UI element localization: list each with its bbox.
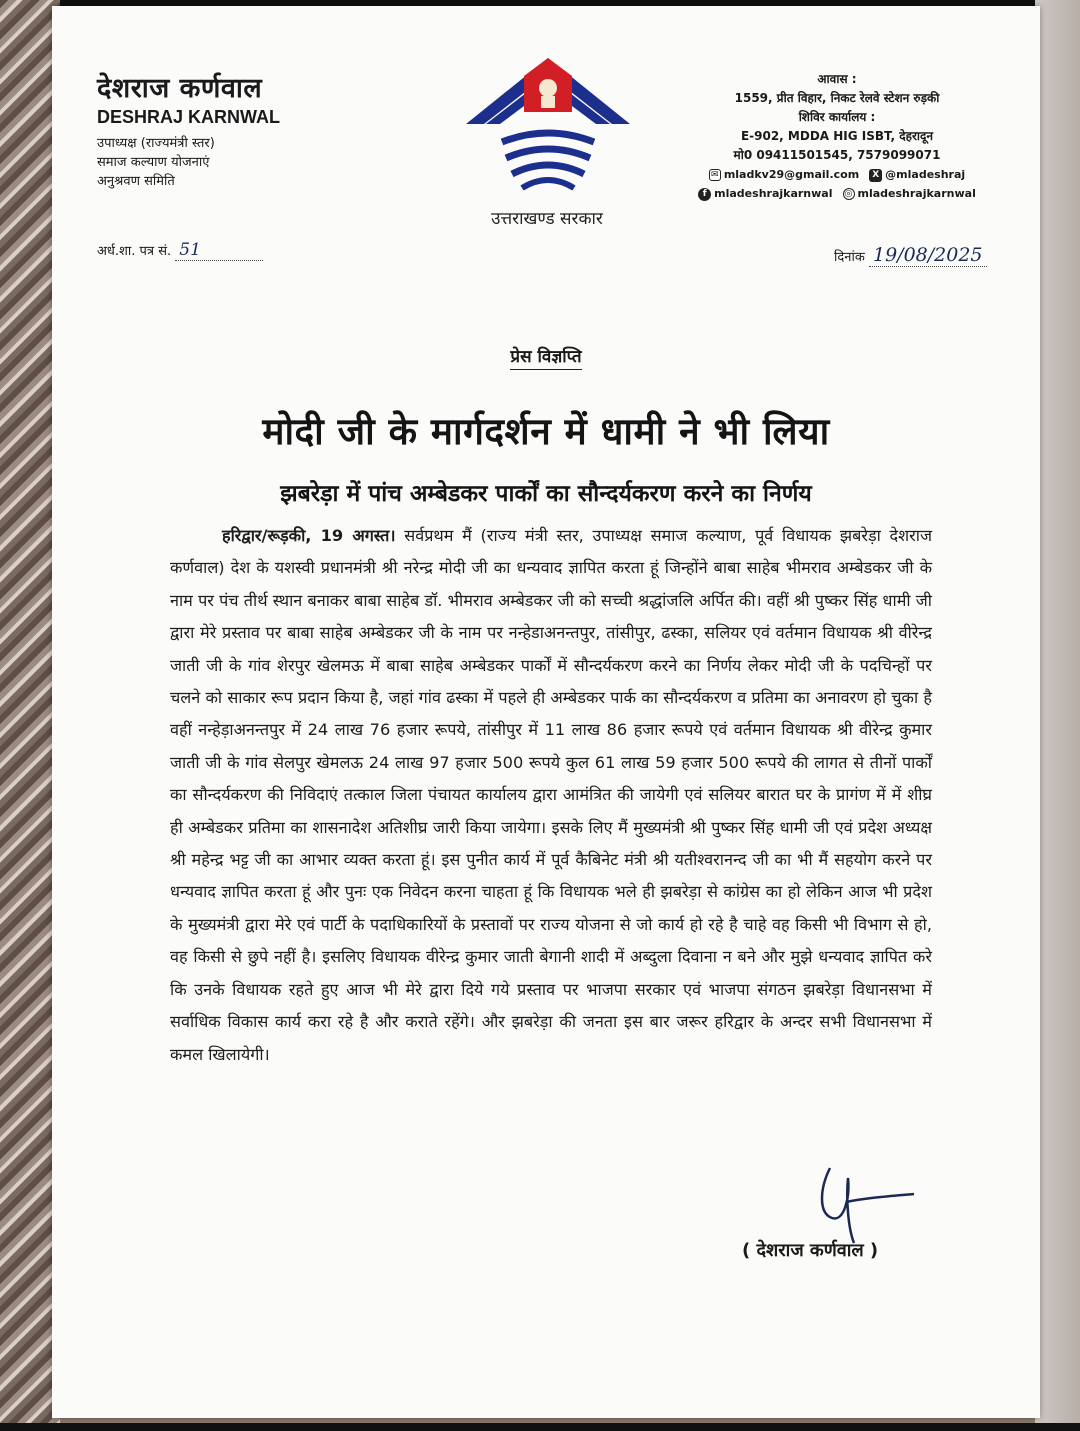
facebook-handle: mladeshrajkarnwal [714,187,833,200]
residence-address: 1559, प्रीत विहार, निकट रेलवे स्टेशन रुड़की [734,91,940,105]
date-label: दिनांक [834,250,865,265]
role-line: उपाध्यक्ष (राज्यमंत्री स्तर) [97,136,215,151]
letter-number [97,240,263,261]
camp-office-label: शिविर कार्यालय : [798,110,876,124]
mobile-numbers: मो0 09411501545, 7579099071 [733,148,941,162]
press-release-body [170,520,932,1071]
name-hindi: देशराज कर्णवाल [97,73,263,104]
residence-label: आवास : [817,72,857,86]
contact-row-1 [682,165,992,184]
x-icon: X [869,169,882,182]
instagram-icon: ◎ [843,188,855,200]
letter-page [52,6,1040,1418]
background-right [1035,0,1080,1431]
designation [97,134,280,191]
x-handle: @mladeshraj [885,168,966,181]
body-text: सर्वप्रथम मैं (राज्य मंत्री स्तर, उपाध्यक्ष समाज कल्याण, पूर्व विधायक झबरेड़ा देशराज कर्णवाल) देश के यशस्वी प्रधानमंत्री श्री नरेन्द्र मोदी जी का धन्यवाद ज्ञापित करता हूं जिन्होंने बाबा साहेब भीमराव अम्बेडकर जी के नाम पर पंच तीर्थ स्थान बनाकर बाबा साहेब डॉ. भीमराव अम्बेडकर जी को सच्ची श्रद्धांजलि अर्पित की। वहीं श्री पुष्कर सिंह धामी जी द्वारा मेरे प्रस्ताव पर बाबा साहेब अम्बेडकर जी के नाम पर नन्हेडाअनन्तपुर, तांसीपुर, ढस्का, सलियर एवं वर्तमान विधायक श्री वीरेन्द्र जाती जी के गांव शेरपुर खेलमऊ में बाबा साहेब अम्बेडकर पार्कों में सौन्दर्यकरण करने का निर्णय लेकर मोदी जी के पदचिन्हों पर चलने को साकार रूप प्रदान किया है, जहां गांव ढस्का में पहले ही अम्बेडकर पार्क का सौन्दर्यकरण व प्रतिमा का अनावरण हो चुका है वहीं नन्हेड़ाअनन्तपुर में 24 लाख 76 हजार रूपये, तांसीपुर में 11 लाख 86 हजार रूपये एवं वर्तमान विधायक श्री वीरेन्द्र कुमार जाती जी के गांव सेलपुर खेमलऊ 24 लाख 97 हजार 500 रूपये कुल 61 लाख 59 हजार 500 रूपये की लागत से तीनों पार्कों का सौन्दर्यकरण की निविदाएं तत्काल जिला पंचायत कार्यालय द्वारा आमंत्रित की जायेगी एवं सलियर बारात घर के प्रागंण में में शीघ्र ही अम्बेडकर प्रतिमा का शासनादेश अतिशीघ्र जारी किया जायेगा। इसके लिए मैं मुख्यमंत्री श्री पुष्कर सिंह धामी जी एवं प्रदेश अध्यक्ष श्री महेन्द्र भट्ट जी का आभार व्यक्त करता हूं। इस पुनीत कार्य में पूर्व कैबिनेट मंत्री श्री यतीश्वरानन्द जी का भी मैं सहयोग करने पर धन्यवाद ज्ञापित करता हूं और पुनः एक निवेदन करना चाहता हूं कि विधायक भले ही झबरेड़ा से कांग्रेस का हो लेकिन आज भी प्रदेश के मुख्यमंत्री द्वारा मेरे एवं पार्टी के पदाधिकारियों के प्रस्तावों पर राज्य योजना से जो कार्य हो रहे है चाहे वह किसी भी विभाग से हो, वह किसी से छुपे नहीं है। इसलिए विधायक वीरेन्द्र कुमार जाती बेगानी शादी में अब्दुला दिवाना न बने और मुझे धन्यवाद ज्ञापित करे कि उनके विधायक रहते हुए आज भी मेरे द्वारा दिये गये प्रस्ताव पर भाजपा सरकार एवं भाजपा संगठन झबरेड़ा विधानसभा में सर्वाधिक विकास कार्य करा रहे है और कराते रहेंगे। और झबरेड़ा की जनता इस बार जरूर हरिद्वार के अन्दर सभी विधानसभा में कमल खिलायेगी। [170,526,932,1064]
letterhead-right [682,70,992,203]
uttarakhand-emblem-icon [462,54,634,194]
dateline: हरिद्वार/रूड़की, 19 अगस्त। [222,526,396,545]
letterhead-left [97,68,280,191]
instagram-handle: mladeshrajkarnwal [857,187,976,200]
letter-number-label: अर्ध.शा. पत्र सं. [97,244,172,259]
letter-number-value: 51 [179,240,201,260]
mail-icon: ✉ [709,169,721,181]
signature-icon [810,1158,920,1248]
facebook-icon: f [698,188,711,201]
camp-office-address: E-902, MDDA HIG ISBT, देहरादून [740,129,934,143]
headline: मोदी जी के मार्गदर्शन में धामी ने भी लिया [262,410,830,453]
name-english: DESHRAJ KARNWAL [97,107,281,127]
role-line: समाज कल्याण योजनाएं [97,155,210,170]
letter-date [834,244,987,267]
email: mladkv29@gmail.com [723,168,860,181]
background-fabric [0,0,60,1431]
government-caption: उत्तराखण्ड सरकार [491,209,603,229]
role-line: अनुश्रवण समिति [97,174,175,189]
subheadline: झबरेड़ा में पांच अम्बेडकर पार्कों का सौन्दर्यकरण करने का निर्णय [280,481,812,507]
bottom-border [0,1423,1080,1431]
press-release-label: प्रेस विज्ञप्ति [52,344,1040,367]
signatory-name: ( देशराज कर्णवाल ) [742,1240,879,1261]
contact-row-2 [682,184,992,203]
date-value: 19/08/2025 [872,244,983,266]
